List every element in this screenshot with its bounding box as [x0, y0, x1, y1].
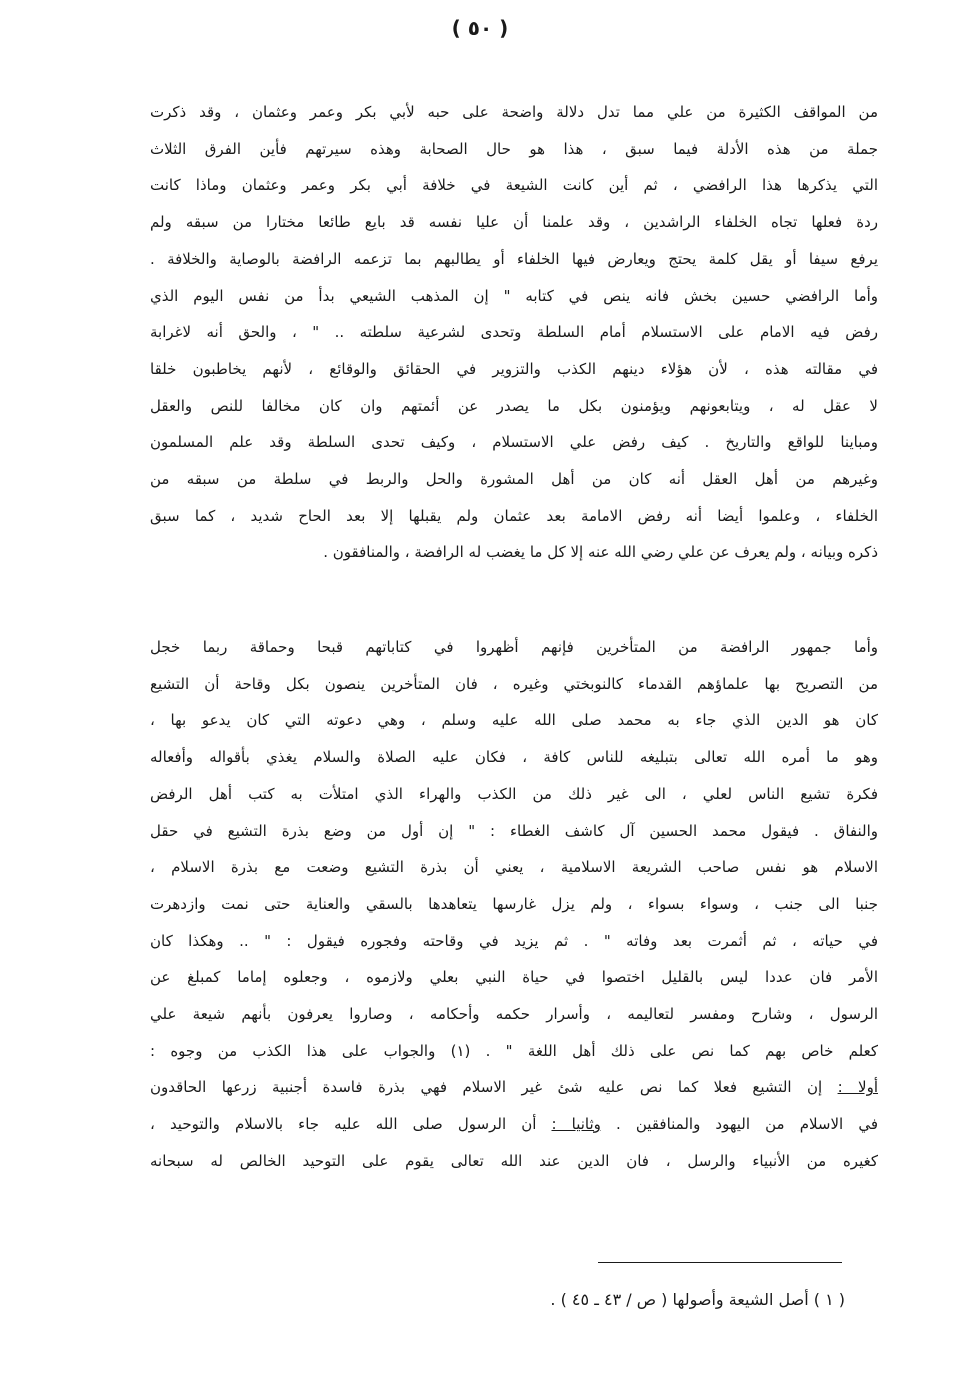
text-segment: في الاسلام من اليهود والمنافقين . — [600, 1115, 878, 1134]
text-segment: إن التشيع فعلا كما نص عليه شئ غير الاسلام فهي بذرة فاسدة أجنبية زرعها الحاقدون — [150, 1078, 838, 1097]
page-number: ( ٥٠ ) — [451, 16, 509, 40]
text-line: وأما جمهور الرافضة من المتأخرين فإنهم أظهروا في كتاباتهم قبحا وحماقة ربما خجل — [150, 638, 878, 656]
text-line: فكرة تشيع الناس لعلي ، الى غير ذلك من الكذب والهراء الذي امتلأت به كتب أهل الرفض — [150, 784, 878, 803]
text-line: جنبا الى جنب ، وسواء بسواء ، ولم يزل غارسها يتعاهدها بالسقي والعناية حتى نمت وازدهرت — [150, 894, 878, 913]
text-line — [150, 1106, 878, 1143]
paragraph-2 — [150, 629, 878, 1180]
point-label-second: وثانيا : — [551, 1115, 601, 1134]
text-line: وغيرهم من أهل العقل أنه كان من أهل المشورة والحل والربط في سلطة من سبقه من — [150, 470, 878, 489]
text-line: في مقالته هذه ، لأن هؤلاء دينهم الكذب والتزوير في الحقائق والوقائع ، لأنهم يخاطبون خلقا — [150, 359, 878, 378]
text-segment: أن الرسول صلى الله عليه جاء بالاسلام والتوحيد ، — [150, 1115, 552, 1134]
footnote: ( ١ ) أصل الشيعة وأصولها ( ص / ٤٣ ـ ٤٥ ) . — [550, 1290, 845, 1309]
text-line: والنفاق . فيقول محمد الحسين آل كاشف الغطاء : " إن أول من وضع بذرة التشيع في حقل — [150, 821, 878, 840]
text-line: من التصريح بها علماؤهم القدماء كالنوبختي وغيره ، فان المتأخرين ينصون بكل وقاحة أن التشيع — [150, 674, 878, 693]
text-line: يرفع سيفا أو يقل كلمة يحتج ويعارض فيها الخلفاء أو يطالبهم بما تزعمه الرافضة بالوصاية والخلافة . — [150, 249, 878, 268]
text-line: وهو ما أمره الله تعالى بتبليغه للناس كافة ، فكان عليه الصلاة والسلام يغذي بأقواله وأفعاله — [150, 748, 878, 767]
text-line: كان هو الدين الذي جاء به محمد صلى الله عليه وسلم ، وهي دعوته التي كان يدعو بها ، — [150, 711, 878, 730]
text-line: كغيره من الأنبياء والرسل ، فان الدين عند الله تعالى يقوم على التوحيد الخالص له سبحانه — [150, 1151, 878, 1170]
text-line: الاسلام هو نفس صاحب الشريعة الاسلامية ، يعني أن بذرة التشيع وضعت مع بذرة الاسلام ، — [150, 858, 878, 877]
text-line: في حياته ، ثم أثمرت بعد وفاته " . ثم يزيد في وقاحته وفجوره فيقول : " .. وهكذا كان — [150, 931, 878, 950]
text-line: كعلم خاص بهم كما نص على ذلك أهل اللغة " . (١) والجواب على هذا الكذب من وجوه : — [150, 1041, 878, 1060]
text-line: التي يذكرها هذا الرافضي ، ثم أين كانت الشيعة في خلافة أبي بكر وعمر وعثمان وماذا كانت — [150, 176, 878, 195]
footnote-divider — [598, 1262, 842, 1263]
text-line: رفض فيه الامام على الاستسلام أمام السلطة وتحدى لشرعية سلطته .. " ، والحق أنه لاغرابة — [150, 323, 878, 342]
text-line — [150, 1069, 878, 1106]
text-line: ذكره وبيانه ، ولم يعرف عن علي رضي الله عنه إلا كل ما يغضب له الرافضة ، والمنافقون . — [323, 543, 878, 562]
point-label-first: أولا : — [837, 1078, 878, 1097]
text-line: الأمر فان عددا ليس بالقليل اختصوا في حياة النبي بعلي ولازموه ، وجعلوه إماما كمبلغ عن — [150, 968, 878, 987]
text-line: جملة من هذه الأدلة فيما سبق ، هذا هو حال الصحابة وهذه سيرتهم فأين الفرق الثلاث — [150, 139, 878, 158]
text-line: الخلفاء ، وعلموا أيضا أنه رفض الامامة بعد عثمان ولم يقبلها إلا بعد الحاح شديد ، كما سبق — [150, 506, 878, 525]
text-line: ومباينا للواقع والتاريخ . كيف رفض علي الاستسلام ، وكيف تحدى السلطة وقد علم المسلمون — [150, 433, 878, 452]
text-line: الرسول ، وشارح ومفسر لتعاليمه ، وأسرار حكمه وأحكامه ، وصاروا يعرفون بأنهم شيعة علي — [150, 1005, 878, 1024]
text-line: ردة فعلها تجاه الخلفاء الراشدين ، وقد علمنا أن عليا نفسه قد بايع طائعا مختارا من سبقه ولم — [150, 213, 878, 232]
text-line: لا عقل له ، ويتابعونهم ويؤمنون بكل ما يصدر عن أئمتهم وان كان مخالفا للنص والعقل — [150, 396, 878, 415]
text-line: من المواقف الكثيرة من علي مما تدل دلالة واضحة على حبه لأبي بكر وعمر وعثمان ، وقد ذكرت — [150, 103, 878, 121]
text-line: وأما الرافضي حسين بخش فانه ينص في كتابه " إن المذهب الشيعي بدأ من نفس اليوم الذي — [150, 286, 878, 305]
paragraph-1 — [150, 94, 878, 571]
